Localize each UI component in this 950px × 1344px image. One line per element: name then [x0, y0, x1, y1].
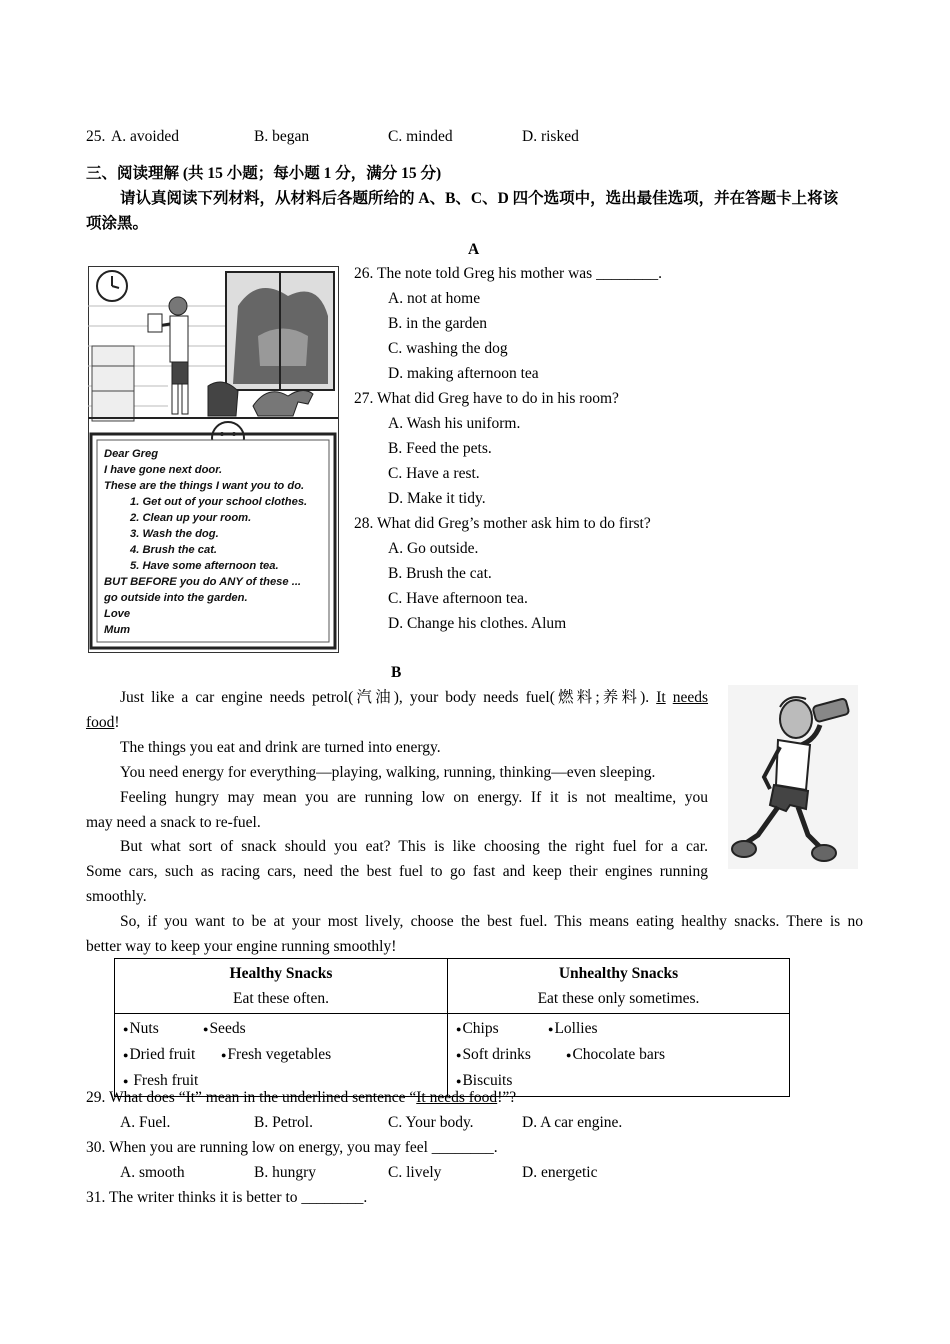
q30-option-d: D. energetic — [522, 1164, 598, 1181]
q29-stem: 29. What does “It” mean in the underlined sentence “It needs food!”? — [86, 1089, 517, 1106]
q28-option-c: C. Have afternoon tea. — [388, 590, 528, 607]
q27-option-d: D. Make it tidy. — [388, 490, 486, 507]
unhealthy-title: Unhealthy Snacks — [558, 965, 679, 982]
healthy-list-cell: ●Nuts ●Seeds ●Dried fruit ●Fresh vegetables ● Fresh fruit — [115, 1014, 448, 1097]
q25-option-a: A. avoided — [111, 128, 180, 145]
passage-b-p6-line1: So, if you want to be at your most lively, choose the best fuel. This means eating healthy snacks. There is no — [120, 913, 863, 930]
q26-option-b: B. in the garden — [388, 315, 488, 332]
q30-option-b: B. hungry — [254, 1164, 316, 1181]
q30-stem: 30. When you are running low on energy, you may feel ________. — [86, 1139, 498, 1156]
snack-item: Nuts — [129, 1020, 159, 1037]
passage-b-p3: You need energy for everything—playing, walking, running, thinking—even sleeping. — [120, 764, 656, 781]
snack-item: Fresh vegetables — [227, 1045, 332, 1063]
snack-item: Fresh fruit — [133, 1071, 199, 1089]
q29-option-a: A. Fuel. — [120, 1114, 171, 1131]
note-line: Love — [104, 608, 131, 620]
note-line: 2. Clean up your room. — [130, 512, 252, 524]
q29-option-d: D. A car engine. — [522, 1114, 623, 1131]
passage-b-p6-line2: better way to keep your engine running smoothly! — [86, 938, 397, 955]
q29-option-c: C. Your body. — [388, 1114, 474, 1131]
passage-b-label: B — [391, 664, 402, 681]
snack-item: Lollies — [554, 1020, 598, 1037]
q26-option-c: C. washing the dog — [388, 340, 508, 357]
q30-option-a: A. smooth — [120, 1164, 185, 1181]
runner-picture — [728, 685, 858, 869]
clock-icon — [97, 271, 127, 301]
passage-b-p5-line1: But what sort of snack should you eat? This is like choosing the right fuel for a car. — [120, 838, 708, 855]
note-line: 1. Get out of your school clothes. — [130, 496, 308, 508]
healthy-title: Healthy Snacks — [229, 965, 333, 982]
unhealthy-header-cell — [448, 959, 790, 1014]
passage-a-picture — [88, 266, 339, 653]
passage-a-label: A — [468, 241, 480, 258]
note-line: Mum — [104, 624, 131, 636]
mum-note — [104, 446, 307, 638]
snack-item: Dried fruit — [129, 1045, 196, 1063]
unhealthy-subtitle: Eat these only sometimes. — [537, 990, 700, 1007]
q25-option-c: C. minded — [388, 128, 453, 145]
snack-item: Soft drinks — [462, 1045, 531, 1063]
q26-option-d: D. making afternoon tea — [388, 365, 539, 382]
note-line: These are the things I want you to do. — [104, 480, 305, 492]
unhealthy-list-cell: ●Chips ●Lollies ●Soft drinks ●Chocolate bars ●Biscuits — [448, 1014, 790, 1097]
q28-option-b: B. Brush the cat. — [388, 565, 492, 582]
q28-stem: 28. What did Greg’s mother ask him to do first? — [354, 515, 651, 532]
q26-stem: 26. The note told Greg his mother was ________. — [354, 265, 662, 282]
q28-option-d: D. Change his clothes. Alum — [388, 615, 567, 632]
passage-b-p1-line1: Just like a car engine needs petrol(汽油), your body needs fuel(燃料;养料). It needs — [120, 689, 709, 706]
snack-item: Chips — [462, 1020, 499, 1037]
section3-instruction-line1: 请认真阅读下列材料，从材料后各题所给的 A、B、C、D 四个选项中，选出最佳选项，并在答题卡上将该 — [120, 190, 839, 207]
snacks-table — [114, 958, 790, 1097]
healthy-subtitle: Eat these often. — [233, 990, 329, 1007]
note-greeting: Dear Greg — [104, 448, 159, 460]
note-line: I have gone next door. — [104, 464, 223, 476]
passage-b-p2: The things you eat and drink are turned into energy. — [120, 739, 441, 756]
passage-b-p1-line2: food! — [86, 714, 120, 731]
q27-option-a: A. Wash his uniform. — [388, 415, 521, 432]
note-line: 3. Wash the dog. — [130, 528, 219, 540]
q27-stem: 27. What did Greg have to do in his room? — [354, 390, 619, 407]
runner-drinking-illustration — [728, 685, 858, 869]
q27-option-c: C. Have a rest. — [388, 465, 480, 482]
snack-item: Biscuits — [462, 1071, 513, 1089]
snack-item: Seeds — [209, 1020, 246, 1037]
q29-option-b: B. Petrol. — [254, 1114, 313, 1131]
note-line: 4. Brush the cat. — [130, 544, 218, 556]
q26-option-a: A. not at home — [388, 290, 481, 307]
passage-b-p5-line2: Some cars, such as racing cars, need the best fuel to go fast and keep their engines running — [86, 863, 708, 880]
passage-b-p5-line3: smoothly. — [86, 888, 147, 905]
passage-b-p4-line2: may need a snack to re-fuel. — [86, 814, 261, 831]
healthy-header-cell — [115, 959, 448, 1014]
q31-stem: 31. The writer thinks it is better to ________. — [86, 1189, 368, 1206]
section3-title: 三、阅读理解 (共 15 小题；每小题 1 分，满分 15 分) — [86, 165, 442, 182]
q25-option-b: B. began — [254, 128, 310, 145]
q30-option-c: C. lively — [388, 1164, 442, 1181]
note-line: 5. Have some afternoon tea. — [130, 560, 279, 572]
q25-number: 25. — [86, 128, 106, 145]
note-line: BUT BEFORE you do ANY of these ... — [104, 576, 302, 588]
section3-instruction-line2: 项涂黑。 — [86, 215, 149, 232]
note-line: go outside into the garden. — [104, 592, 248, 604]
snack-item: Chocolate bars — [572, 1045, 665, 1063]
q28-option-a: A. Go outside. — [388, 540, 479, 557]
q25-option-d: D. risked — [522, 128, 579, 145]
q27-option-b: B. Feed the pets. — [388, 440, 492, 457]
passage-b-p4-line1: Feeling hungry may mean you are running low on energy. If it is not mealtime, you — [120, 789, 708, 806]
